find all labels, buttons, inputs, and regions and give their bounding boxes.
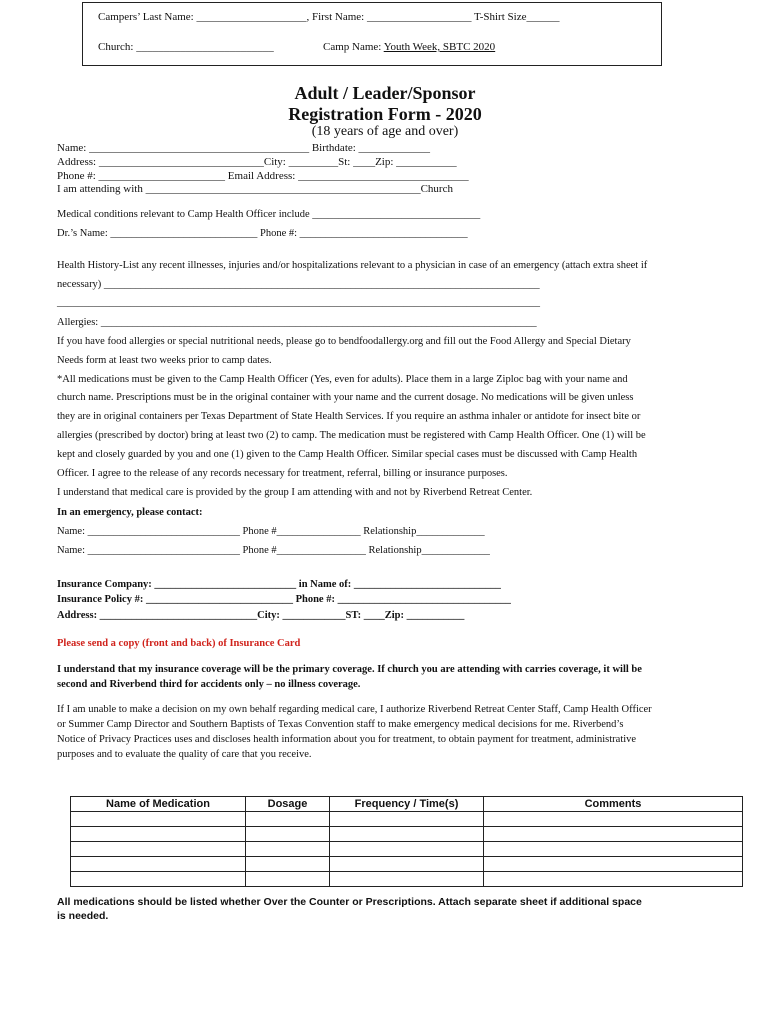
table-row <box>71 842 743 857</box>
address-line: Address: ______________________________City: _________St: ____Zip: ___________ <box>57 156 457 168</box>
title-line-2: Registration Form - 2020 <box>288 104 482 124</box>
camp-name-label: Camp Name: <box>323 41 384 53</box>
medications-line-1: *All medications must be given to the Camp Health Officer (Yes, even for adults). Place them in a large Ziploc bag with your name and <box>57 374 628 385</box>
table-cell[interactable] <box>330 857 484 872</box>
title-line-1: Adult / Leader/Sponsor <box>294 83 476 103</box>
consent-line-2: or Summer Camp Director and Southern Baptists of Texas Convention staff to make emergency medical decisions for me. Riverbend’s <box>57 719 624 730</box>
medications-line-4: allergies (prescribed by doctor) bring at least two (2) to camp. The medication must be registered with Camp Health Officer. One (1) will be <box>57 430 646 441</box>
footer-line-2: is needed. <box>57 910 109 922</box>
table-cell[interactable] <box>71 857 246 872</box>
table-cell[interactable] <box>246 812 330 827</box>
table-cell[interactable] <box>484 812 743 827</box>
medications-line-2: church name. Prescriptions must be in the original container with your name and the current dosage. No medications will be given unless <box>57 392 634 403</box>
table-cell[interactable] <box>484 842 743 857</box>
table-cell[interactable] <box>71 842 246 857</box>
emergency-contact-1: Name: _____________________________ Phone #________________ Relationship_____________ <box>57 526 485 537</box>
table-cell[interactable] <box>71 872 246 887</box>
table-header-comments: Comments <box>484 797 743 812</box>
table-row <box>71 872 743 887</box>
table-cell[interactable] <box>246 842 330 857</box>
insurance-address-line: Address: ______________________________City: ____________ST: ____Zip: ___________ <box>57 610 465 621</box>
table-cell[interactable] <box>246 872 330 887</box>
health-history-line-3: ____________________________________________________________________________________________ <box>57 297 540 308</box>
table-row <box>71 857 743 872</box>
table-cell[interactable] <box>330 872 484 887</box>
consent-line-1: If I am unable to make a decision on my own behalf regarding medical care, I authorize Riverbend Retreat Center Staff, Camp Health Officer <box>57 704 652 715</box>
medication-table <box>70 796 743 887</box>
camp-name-value: Youth Week, SBTC 2020 <box>383 41 496 53</box>
food-allergy-line-1: If you have food allergies or special nutritional needs, please go to bendfoodallergy.org and fill out the Food Allergy and Special Dietary <box>57 336 631 347</box>
medications-line-6: Officer. I agree to the release of any records necessary for treatment, referral, billing or insurance purposes. <box>57 468 508 479</box>
allergies-line: Allergies: ___________________________________________________________________________________ <box>57 317 537 328</box>
medications-line-5: kept and closely guarded by you and one (1) given to the Camp Health Officer. Similar special cases must be discussed with Camp Health <box>57 449 638 460</box>
table-row <box>71 827 743 842</box>
table-header-frequency: Frequency / Time(s) <box>330 797 484 812</box>
camper-name-line: Campers’ Last Name: ____________________, First Name: ___________________ T-Shirt Size______ <box>98 11 560 23</box>
table-header-dosage: Dosage <box>246 797 330 812</box>
coverage-line-2: second and Riverbend third for accidents only – no illness coverage. <box>57 679 361 690</box>
table-cell[interactable] <box>246 857 330 872</box>
insurance-card-notice: Please send a copy (front and back) of Insurance Card <box>57 638 301 649</box>
doctor-line: Dr.’s Name: ____________________________ Phone #: ________________________________ <box>57 228 468 239</box>
consent-line-3: Notice of Privacy Practices uses and discloses health information about you for treatment, to obtain payment for treatment, administrative <box>57 734 637 745</box>
name-birthdate-line: Name: ________________________________________ Birthdate: _____________ <box>57 142 431 154</box>
table-cell[interactable] <box>330 842 484 857</box>
table-cell[interactable] <box>484 872 743 887</box>
insurance-policy-line: Insurance Policy #: ____________________________ Phone #: _________________________________ <box>57 594 511 605</box>
food-allergy-line-2: Needs form at least two weeks prior to camp dates. <box>57 355 272 366</box>
camp-name-line <box>323 41 495 53</box>
attending-church-line: I am attending with __________________________________________________Church <box>57 183 453 195</box>
coverage-line-1: I understand that my insurance coverage will be the primary coverage. If church you are attending with carries coverage, it will be <box>57 664 642 675</box>
church-line: Church: _________________________ <box>98 41 274 53</box>
medications-line-3: they are in original containers per Texas Department of State Health Services. If you require an asthma inhaler or antidote for insect bite or <box>57 411 641 422</box>
insurance-company-line: Insurance Company: ___________________________ in Name of: ____________________________ <box>57 579 501 590</box>
consent-line-4: purposes and to evaluate the quality of care that you receive. <box>57 749 312 760</box>
medical-care-line: I understand that medical care is provided by the group I am attending with and not by Riverbend Retreat Center. <box>57 487 533 498</box>
phone-email-line: Phone #: _______________________ Email Address: _______________________________ <box>57 170 469 182</box>
table-cell[interactable] <box>484 857 743 872</box>
table-cell[interactable] <box>71 827 246 842</box>
health-history-line-2: necessary) ___________________________________________________________________________________ <box>57 279 540 290</box>
table-header-medication: Name of Medication <box>71 797 246 812</box>
table-cell[interactable] <box>246 827 330 842</box>
health-history-line-1: Health History-List any recent illnesses, injuries and/or hospitalizations relevant to a physician in case of an emergency (attach extra sheet if <box>57 260 648 271</box>
title-subtitle: (18 years of age and over) <box>311 124 459 139</box>
table-cell[interactable] <box>330 827 484 842</box>
emergency-heading: In an emergency, please contact: <box>57 507 203 518</box>
table-cell[interactable] <box>330 812 484 827</box>
emergency-contact-2: Name: _____________________________ Phone #_________________ Relationship_____________ <box>57 545 490 556</box>
table-cell[interactable] <box>484 827 743 842</box>
table-header-row <box>71 797 743 812</box>
table-row <box>71 812 743 827</box>
medical-conditions-line: Medical conditions relevant to Camp Health Officer include ________________________________ <box>57 209 481 220</box>
footer-line-1: All medications should be listed whether Over the Counter or Prescriptions. Attach separate sheet if additional space <box>57 896 642 908</box>
table-cell[interactable] <box>71 812 246 827</box>
